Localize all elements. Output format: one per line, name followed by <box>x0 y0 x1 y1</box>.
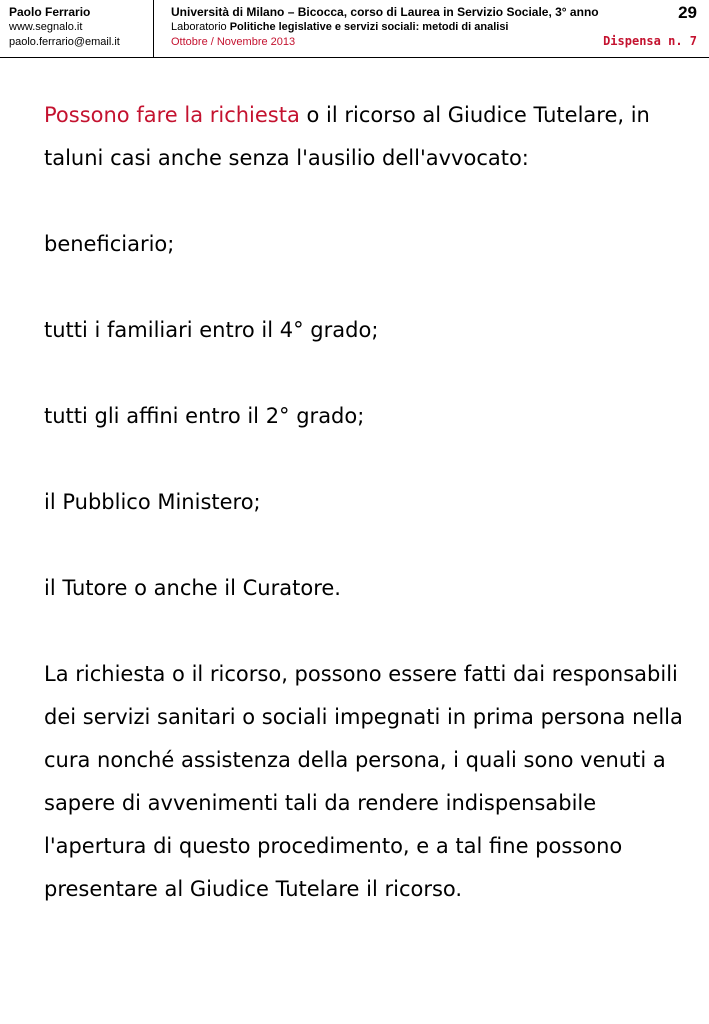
list-item: tutti gli affini entro il 2° grado; <box>44 404 365 428</box>
intro-rest: o il ricorso al Giudice Tutelare, in taluni casi anche senza l'ausilio dell'avvocato: <box>44 103 650 170</box>
list-item: il Pubblico Ministero; <box>44 490 261 514</box>
course-line: Università di Milano – Bicocca, corso di Laurea in Servizio Sociale, 3° anno <box>171 5 599 19</box>
spacer <box>44 610 684 653</box>
dispensa-label: Dispensa n. 7 <box>603 34 697 48</box>
author-website[interactable]: www.segnalo.it <box>9 21 83 33</box>
spacer <box>44 180 684 223</box>
spacer <box>44 438 684 481</box>
closing-paragraph: La richiesta o il ricorso, possono essere fatti dai responsabili dei servizi sanitari o sociali impegnati in prima persona nella cura nonché assistenza della persona, i quali sono venuti a sapere di avvenimenti tali da rendere indispensabile l'apertura di questo procedimento, e a tal fine possono presentare al Giudice Tutelare il ricorso. <box>44 662 683 901</box>
list-item: tutti i familiari entro il 4° grado; <box>44 318 379 342</box>
course-block <box>171 5 599 50</box>
page-header <box>0 0 709 58</box>
header-divider-vertical <box>153 0 154 57</box>
lab-line <box>171 20 599 35</box>
spacer <box>44 524 684 567</box>
lab-prefix: Laboratorio <box>171 21 230 33</box>
intro-highlight: Possono fare la richiesta <box>44 103 300 127</box>
course-date: Ottobre / Novembre 2013 <box>171 36 296 48</box>
intro-paragraph <box>44 94 684 180</box>
author-email[interactable]: paolo.ferrario@email.it <box>9 36 120 48</box>
list-item: il Tutore o anche il Curatore. <box>44 576 341 600</box>
lab-title: Politiche legislative e servizi sociali: metodi di analisi <box>229 21 509 33</box>
page-number: 29 <box>678 3 697 22</box>
spacer <box>44 266 684 309</box>
page-content <box>44 94 684 911</box>
author-block <box>9 5 120 50</box>
header-divider-horizontal <box>0 57 709 58</box>
author-name: Paolo Ferrario <box>9 5 91 19</box>
spacer <box>44 352 684 395</box>
list-item: beneficiario; <box>44 232 175 256</box>
